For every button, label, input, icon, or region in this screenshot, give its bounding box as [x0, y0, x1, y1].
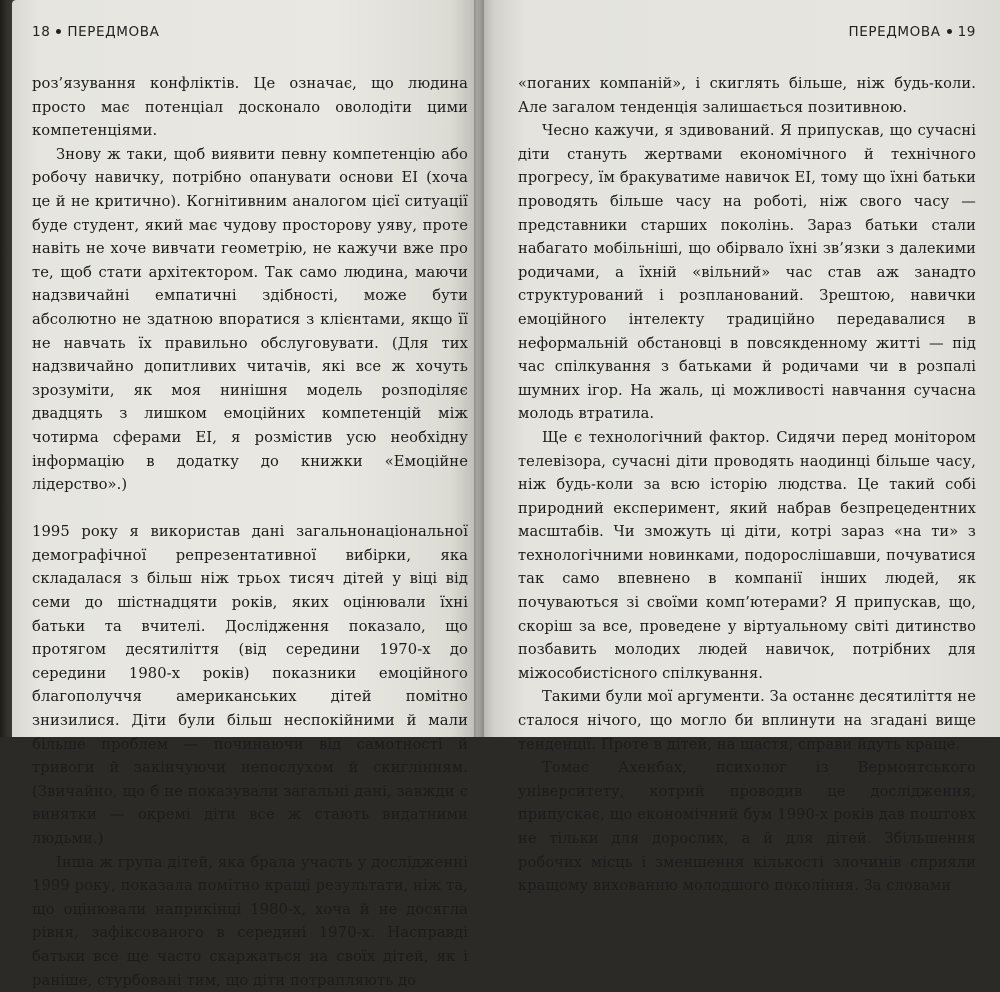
- left-chapter-title: ПЕРЕДМОВА: [67, 24, 160, 40]
- right-chapter-title: ПЕРЕДМОВА: [848, 24, 941, 40]
- right-page-number: 19: [957, 24, 976, 40]
- paragraph: Знову ж таки, щоб виявити певну компетенцію або робочу навичку, потрібно опанувати основи ЕІ (хоча це й не критично). Когнітивним аналогом цієї ситуації буде студент, який має чудову просторову уяву, проте навіть не хоче вивчати геометрію, не кажучи вже про те, щоб стати архітектором. Так само людина, маючи надзвичайні емпатичні здібності, може бути абсолютно не здатною впоратися з клієнтами, якщо її не навчать їх правильно обслуговувати. (Для тих надзвичайно допитливих читачів, які все ж хочуть зрозуміти, як моя нинішня модель розподіляє двадцять з лишком емоційних компетенцій між чотирма сферами ЕІ, я розмістив усю необхідну інформацію в додатку до книжки «Емоційне лідерство».): [32, 145, 468, 494]
- paragraph: «поганих компаній», і скиглять більше, ніж будь-коли. Але загалом тенденція залишається позитивною.: [518, 75, 976, 116]
- right-running-head: [518, 22, 976, 42]
- right-body-text: [518, 72, 976, 898]
- paragraph: роз’язування конфліктів. Це означає, що людина просто має потенціал досконало оволодіти цими компетенціями.: [32, 75, 468, 140]
- paragraph: Такими були мої аргументи. За останнє десятиліття не сталося нічого, що могло би вплинути на згадані вище тенденції. Проте в дітей, на щастя, справи йдуть краще.: [518, 688, 976, 753]
- left-body-text: [32, 72, 468, 992]
- bullet-dot-icon: [56, 29, 61, 34]
- paragraph: Томас Ахенбах, психолог із Вермонтського університету, котрий проводив це дослідження, припускає, що економічний бум 1990-х років дав поштовх не тільки для дорослих, а й для дітей. Збільшення робочих місць і зменшення кількості злочинів сприяли кращому вихованню молодшого покоління. За словами: [518, 759, 976, 895]
- paragraph: Ще є технологічний фактор. Сидячи перед монітором телевізора, сучасні діти проводять наодинці більше часу, ніж будь-коли за всю історію людства. Це такий собі природний експеримент, який набрав безпрецедентних масштабів. Чи зможуть ці діти, котрі зараз «на ти» з технологічними новинками, подорослішавши, почуватися так само впевнено в компанії інших людей, як почуваються зі своїми комп’ютерами? Я припускав, що, скоріш за все, проведене у віртуальному світі дитинство позбавить молодих людей навичок, потрібних для міжособистісного спілкування.: [518, 428, 976, 682]
- paragraph: Інша ж група дітей, яка брала участь у дослідженні 1999 року, показала помітно кращі результати, ніж та, що оцінювали наприкінці 1980-х, хоча й не досягла рівня, зафіксованого в середині 1970-х. Насправді батьки все ще часто скаржаться на своїх дітей, як і раніше, стурбовані тим, що діти потрапляють до: [32, 853, 468, 989]
- book-gutter: [474, 0, 484, 737]
- left-page: [12, 0, 478, 989]
- paragraph: 1995 року я використав дані загальнонаціональної демографічної репрезентативної вибірки, яка складалася з більш ніж трьох тисяч дітей у віці від семи до шістнадцяти років, яких оцінювали їхні батьки та вчителі. Дослідження показало, що протягом десятиліття (від середини 1970-х до середини 1980-х років) показники емоційного благополуччя американських дітей помітно знизилися. Діти були більш неспокійними й мали більше проблем — починаючи від самотності й тривоги й закінчуючи непослухом й скиглінням. (Звичайно, що б не показували загальні дані, завжди є винятки — окремі діти все ж стають видатними людьми.): [32, 523, 468, 847]
- bullet-dot-icon: [947, 29, 952, 34]
- left-page-number: 18: [32, 24, 51, 40]
- left-running-head: [32, 22, 468, 42]
- paragraph: Чесно кажучи, я здивований. Я припускав, що сучасні діти стануть жертвами економічного й технічного прогресу, їм бракуватиме навичок ЕІ, тому що їхні батьки проводять більше часу на роботі, ніж свого часу — представники старших поколінь. Зараз батьки стали набагато мобільніші, що обірвало їхні зв’язки з далекими родичами, а їхній «вільний» час став аж занадто структурований і розпланований. Зрештою, навички емоційного інтелекту традиційно передавалися в неформальній обстановці в повсякденному житті — під час спілкування з батьками й родичами чи в розпалі шумних ігор. На жаль, ці можливості навчання сучасна молодь втратила.: [518, 122, 976, 423]
- right-page: [478, 0, 1000, 895]
